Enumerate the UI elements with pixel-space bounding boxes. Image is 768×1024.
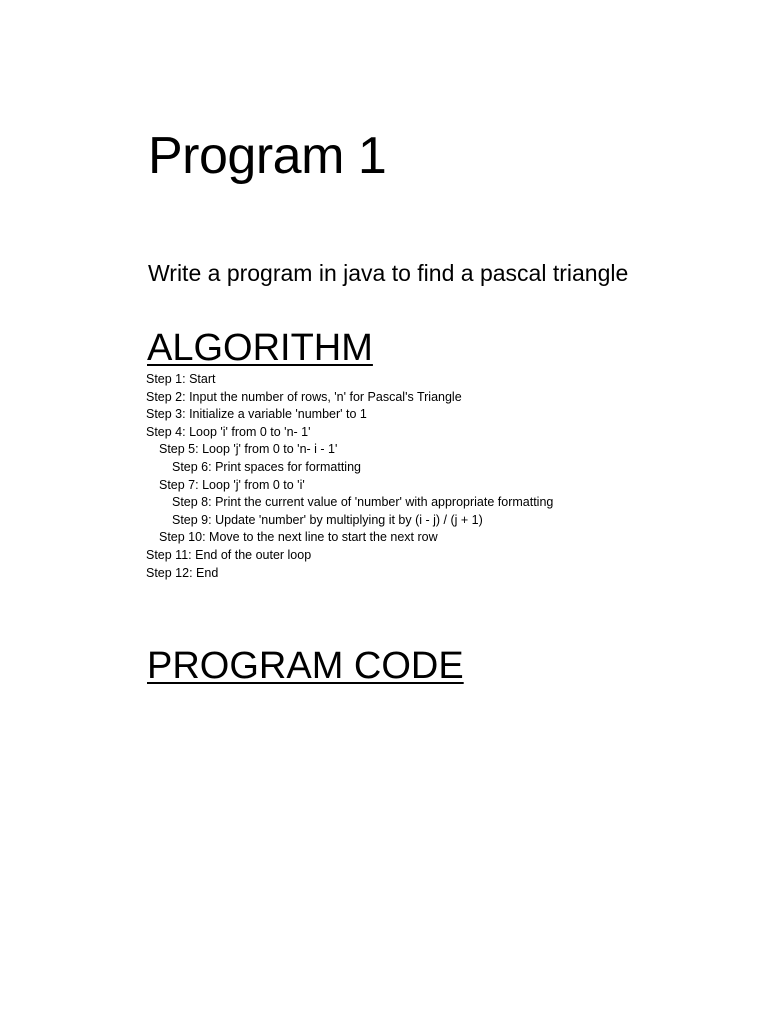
algorithm-step: Step 5: Loop 'j' from 0 to 'n- i - 1' — [159, 442, 338, 457]
algorithm-step: Step 2: Input the number of rows, 'n' for Pascal's Triangle — [146, 389, 462, 404]
algorithm-step: Step 6: Print spaces for formatting — [172, 459, 361, 474]
problem-statement: Write a program in java to find a pascal triangle — [148, 260, 629, 286]
algorithm-step: Step 3: Initialize a variable 'number' to 1 — [146, 407, 367, 422]
page-title: Program 1 — [148, 127, 387, 185]
algorithm-heading: ALGORITHM — [147, 327, 373, 369]
algorithm-step: Step 10: Move to the next line to start the next row — [159, 530, 438, 545]
algorithm-step: Step 12: End — [146, 565, 219, 580]
algorithm-steps-list — [146, 371, 553, 582]
algorithm-step: Step 1: Start — [146, 372, 216, 386]
algorithm-step: Step 11: End of the outer loop — [146, 547, 312, 562]
program-code-heading: PROGRAM CODE — [147, 645, 464, 687]
algorithm-step: Step 4: Loop 'i' from 0 to 'n- 1' — [146, 424, 311, 439]
algorithm-step: Step 8: Print the current value of 'number' with appropriate formatting — [172, 495, 554, 510]
algorithm-step: Step 7: Loop 'j' from 0 to 'i' — [159, 477, 305, 492]
algorithm-step: Step 9: Update 'number' by multiplying it by (i - j) / (j + 1) — [172, 512, 483, 527]
